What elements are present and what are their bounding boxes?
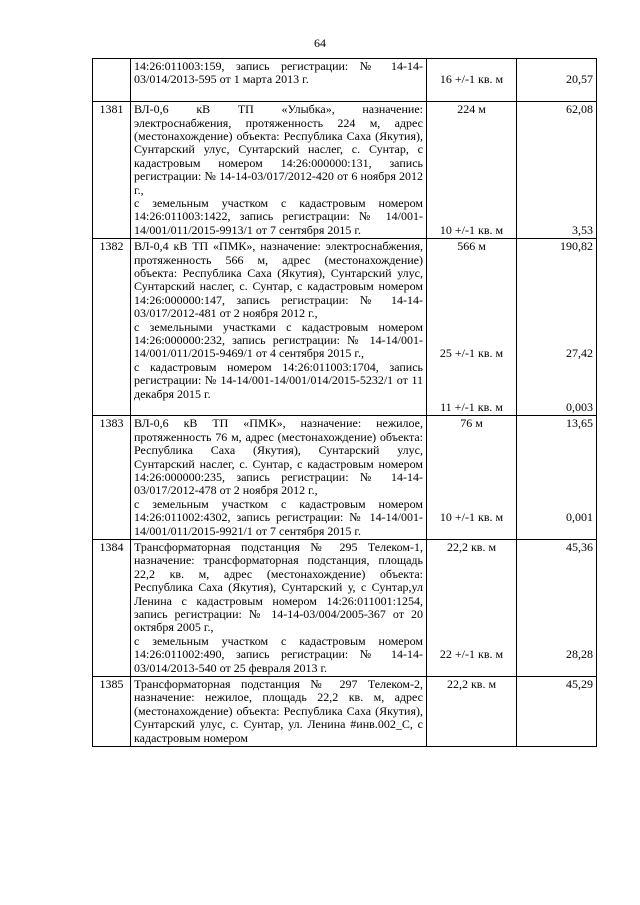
row-value: 45,29 [517, 677, 597, 747]
row-size: 16 +/-1 кв. м [427, 59, 517, 102]
row-number: 1383 [93, 416, 131, 540]
row-description: 14:26:011003:159, запись регистрации: № 14-14-03/014/2013-595 от 1 марта 2013 г. [131, 59, 427, 102]
row-description: ВЛ-0,6 кВ ТП «Улыбка», назначение: электроснабжения, протяженность 224 м, адрес (местонахождение) объекта: Республика Саха (Якутия), Сунтарский улус, Сунтарский наслег, с. Сунтар, с кадастровым номером 14:26:000000:131, запись регистрации: № 14-14-03/017/2012-420 от 6 ноября 2012 г., с земельным участком с кадастровым номером 14:26:011003:1422, запись регистрации: № 14/001-14/001/011/2015-9913/1 от 7 сентября 2015 г. [131, 102, 427, 239]
row-description: ВЛ-0,6 кВ ТП «ПМК», назначение: нежилое, протяженность 76 м, адрес (местонахождение) объекта: Республика Саха (Якутия), Сунтарский улус, Сунтарский наслег, с. Сунтар, с кадастровым номером 14:26:000000:235, запись регистрации: № 14-14-03/017/2012-478 от 2 ноября 2012 г., с земельным участком с кадастровым номером 14:26:011002:4302, запись регистрации: № 14-14/001-14/001/011/2015-9921/1 от 7 сентября 2015 г. [131, 416, 427, 540]
row-size: 224 м 10 +/-1 кв. м [427, 102, 517, 239]
table-row [93, 539, 597, 676]
row-description: Трансформаторная подстанция № 297 Телеком-2, назначение: нежилое, площадь 22,2 кв. м, адрес (местонахождение) объекта: Республика Саха (Якутия), Сунтарский улус, с. Сунтар, ул. Ленина #инв.002_С, с кадастровым номером [131, 677, 427, 747]
row-number: 1385 [93, 677, 131, 747]
registry-table [92, 58, 597, 747]
row-number: 1381 [93, 102, 131, 239]
row-value: 45,36 28,28 [517, 539, 597, 676]
table-row [93, 102, 597, 239]
row-value: 62,08 3,53 [517, 102, 597, 239]
row-number [93, 59, 131, 102]
row-description: ВЛ-0,4 кВ ТП «ПМК», назначение: электроснабжения, протяженность 566 м, адрес (местонахождение) объекта: Республика Саха (Якутия), Сунтарский улус, Сунтарский наслег, с. Сунтар, с кадастровым номером 14:26:000000:147, запись регистрации: № 14-14-03/017/2012-481 от 2 ноября 2012 г., с земельными участками с кадастровым номером 14:26:000000:232, запись регистрации: № 14-14/001-14/001/011/2015-9469/1 от 4 сентября 2015 г., с кадастровым номером 14:26:011003:1704, запись регистрации: № 14-14/001-14/001/014/2015-5232/1 от 11 декабря 2015 г. [131, 239, 427, 416]
row-value: 13,65 0,001 [517, 416, 597, 540]
row-value: 190,82 27,42 0,003 [517, 239, 597, 416]
table-row [93, 239, 597, 416]
row-value: 20,57 [517, 59, 597, 102]
table-row [93, 59, 597, 102]
row-size: 566 м 25 +/-1 кв. м 11 +/-1 кв. м [427, 239, 517, 416]
page-number: 64 [314, 36, 326, 50]
row-size: 76 м 10 +/-1 кв. м [427, 416, 517, 540]
row-size: 22,2 кв. м [427, 677, 517, 747]
row-size: 22,2 кв. м 22 +/-1 кв. м [427, 539, 517, 676]
row-number: 1382 [93, 239, 131, 416]
table-row [93, 677, 597, 747]
row-number: 1384 [93, 539, 131, 676]
row-description: Трансформаторная подстанция № 295 Телеком-1, назначение: трансформаторная подстанция, площадь 22,2 кв. м, адрес (местонахождение) объекта: Республика Саха (Якутия), Сунтарский у, с Сунтар,ул Ленина с кадастровым номером 14:26:011001:1254, запись регистрации: № 14-14-03/004/2005-367 от 20 октября 2005 г., с земельным участком с кадастровым номером 14:26:011002:490, запись регистрации: № 14-14-03/014/2013-540 от 25 февраля 2013 г. [131, 539, 427, 676]
table-row [93, 416, 597, 540]
